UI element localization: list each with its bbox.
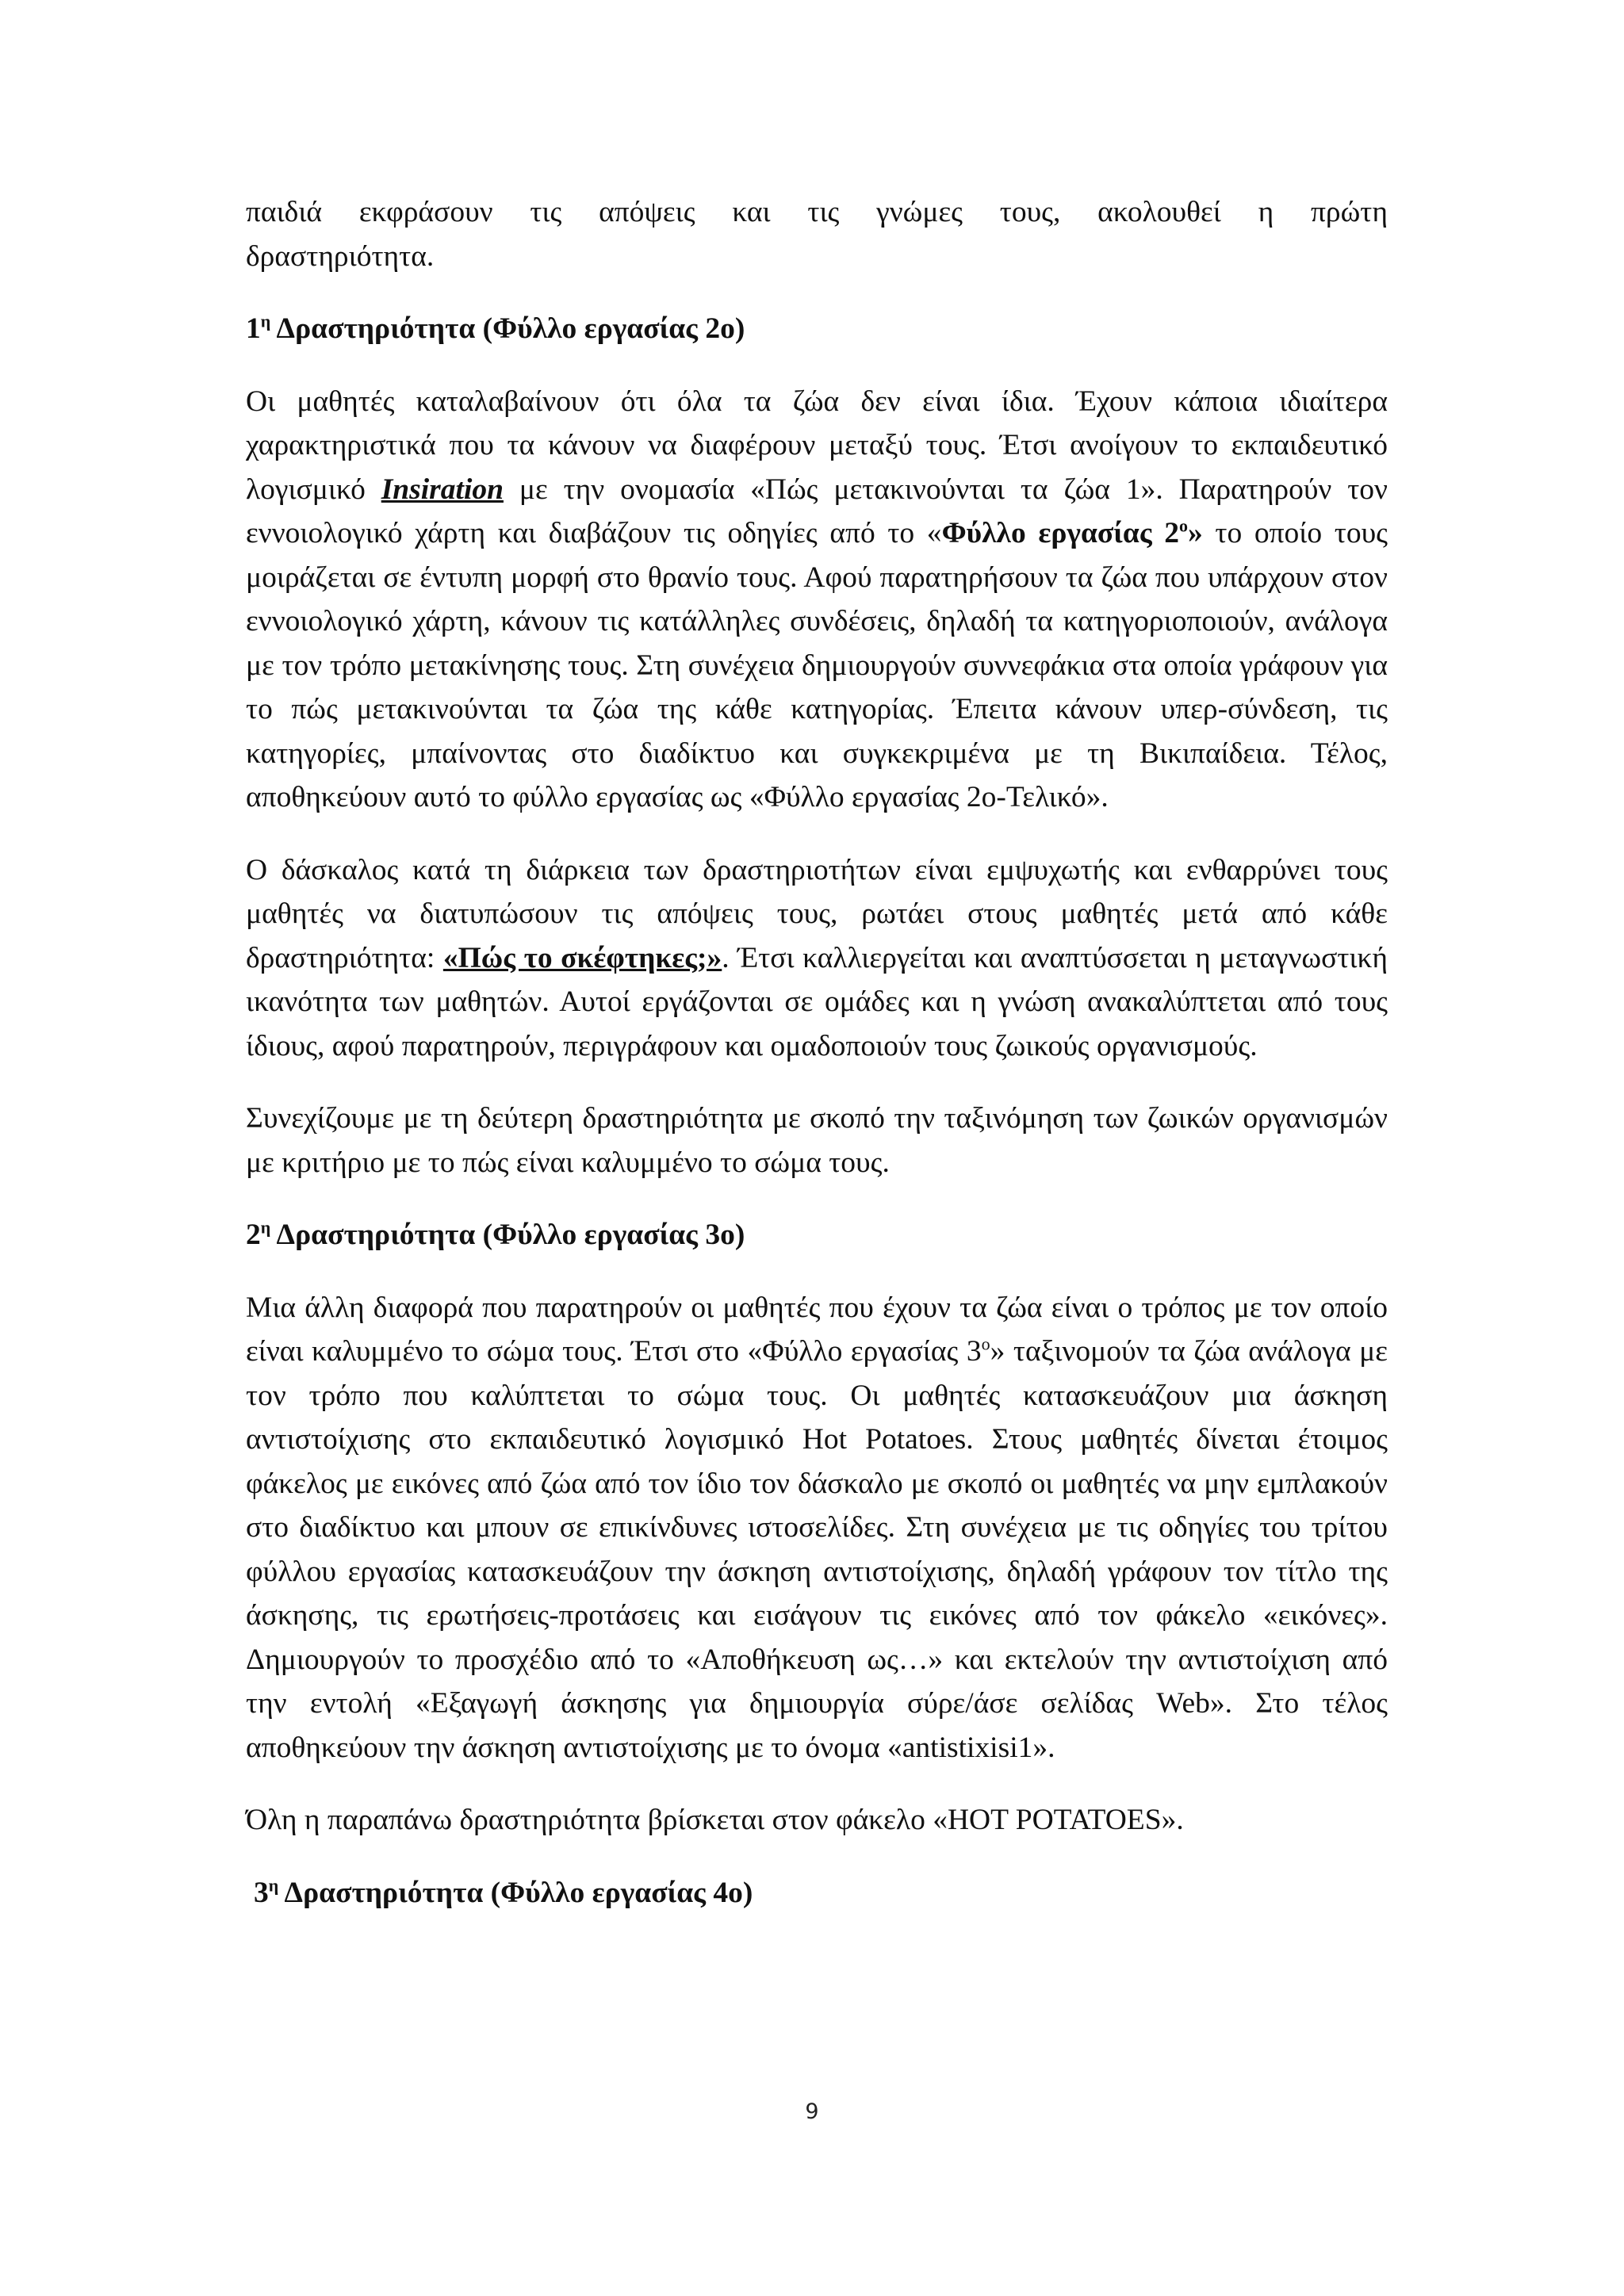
paragraph-intro-line-1: παιδιά εκφράσουν τις απόψεις και τις γνώμες τους, ακολουθεί η πρώτη — [246, 196, 1388, 228]
paragraph-activity-2-text-b: » ταξινομούν τα ζώα ανάλογα με τον τρόπο που καλύπτεται το σώμα τους. Οι μαθητές κατασκευάζουν μια άσκηση αντιστοίχισης στο εκπαιδευτικό λογισμικό Hot Potatoes. Στους μαθητές δίνεται έτοιμος φάκελος με εικόνες από ζώα από τον ίδιο τον δάσκαλο με σκοπό οι μαθητές να μην εμπλακούν στο διαδίκτυο και μπουν σε επικίνδυνες ιστοσελίδες. Στη συνέχεια με τις οδηγίες του τρίτου φύλλου εργασίας κατασκευάζουν την άσκηση αντιστοίχισης, δηλαδή γράφουν τον τίτλο της άσκησης, τις ερωτήσεις-προτάσεις και εισάγουν τις εικόνες από τον φάκελο «εικόνες». Δημιουργούν το προσχέδιο από το «Αποθήκευση ως…» και εκτελούν την αντιστοίχιση από την εντολή «Εξαγωγή άσκησης για δημιουργία σύρε/άσε σελίδας Web». Στο τέλος αποθηκεύουν την άσκηση αντιστοίχισης με το όνομα «antistixisi1». — [246, 1335, 1388, 1764]
paragraph-intro-end — [246, 235, 1388, 279]
heading-activity-3-superscript: η — [268, 1875, 279, 1895]
paragraph-continue-text: Συνεχίζουμε με τη δεύτερη δραστηριότητα με σκοπό την ταξινόμηση των ζωικών οργανισμών με κριτήριο με το πώς είναι καλυμμένο το σώμα τους. — [246, 1102, 1388, 1179]
worksheet-2-label: Φύλλο εργασίας 2 — [941, 517, 1180, 549]
heading-activity-2-text: Δραστηριότητα (Φύλλο εργασίας 3ο) — [270, 1219, 745, 1251]
worksheet-2-close-quote: » — [1188, 517, 1203, 549]
heading-activity-3-text: Δραστηριότητα (Φύλλο εργασίας 4ο) — [278, 1876, 753, 1909]
paragraph-intro-line-2: δραστηριότητα. — [246, 239, 435, 273]
heading-activity-2-superscript: η — [260, 1217, 271, 1238]
software-name-inspiration: Insiration — [381, 473, 504, 506]
heading-activity-3-number: 3 — [254, 1876, 269, 1909]
question-how-did-you-think: «Πώς το σκέφτηκες;» — [442, 941, 722, 974]
heading-activity-1 — [246, 307, 1388, 351]
worksheet-3-superscript: ο — [981, 1334, 990, 1354]
page-number: 9 — [805, 2099, 819, 2124]
paragraph-teacher-role-text-a: Ο δάσκαλος κατά τη διάρκεια των δραστηριοτήτων είναι εμψυχωτής και ενθαρρύνει τους μαθητές να διατυπώσουν τις απόψεις τους, ρωτάει στους μαθητές μετά από κάθε δραστηριότητα: — [246, 853, 1388, 974]
paragraph-intro — [246, 190, 1388, 235]
heading-activity-2 — [246, 1213, 1388, 1257]
worksheet-2-reference — [942, 517, 1203, 549]
paragraph-continue-second-activity — [246, 1096, 1388, 1184]
paragraph-activity-1 — [246, 380, 1388, 820]
heading-activity-2-number: 2 — [246, 1219, 261, 1251]
paragraph-activity-2 — [246, 1286, 1388, 1770]
worksheet-2-superscript: ο — [1179, 515, 1189, 536]
paragraph-activity-2-text-a: Μια άλλη διαφορά που παρατηρούν οι μαθητές που έχουν τα ζώα είναι ο τρόπος με τον οποίο είναι καλυμμένο το σώμα τους. Έτσι στο «Φύλλο εργασίας 3 — [246, 1291, 1388, 1368]
paragraph-hot-potatoes-text: Όλη η παραπάνω δραστηριότητα βρίσκεται στον φάκελο «HOT POTATOES». — [246, 1804, 1184, 1836]
heading-activity-1-superscript: η — [260, 311, 271, 331]
heading-activity-3 — [246, 1871, 1388, 1915]
paragraph-activity-1-text-c: το οποίο τους μοιράζεται σε έντυπη μορφή στο θρανίο τους. Αφού παρατηρήσουν τα ζώα που υπάρχουν στον εννοιολογικό χάρτη, κάνουν τις κατάλληλες συνδέσεις, δηλαδή τα κατηγοριοποιούν, ανάλογα με τον τρόπο μετακίνησης τους. Στη συνέχεια δημιουργούν συννεφάκια στα οποία γράφουν για το πώς μετακινούνται τα ζώα της κάθε κατηγορίας. Έπειτα κάνουν υπερ-σύνδεση, τις κατηγορίες, μπαίνοντας στο διαδίκτυο και συγκεκριμένα με τη Βικιπαίδεια. Τέλος, αποθηκεύουν αυτό το φύλλο εργασίας ως «Φύλλο εργασίας 2ο-Τελικό». — [246, 517, 1388, 813]
paragraph-teacher-role-text-b: . Έτσι καλλιεργείται και αναπτύσσεται η μεταγνωστική ικανότητα των μαθητών. Αυτοί εργάζονται σε ομάδες και η γνώση ανακαλύπτεται από τους ίδιους, αφού παρατηρούν, περιγράφουν και ομαδοποιούν τους ζωικούς οργανισμούς. — [246, 941, 1388, 1062]
paragraph-activity-1-text-a: Οι μαθητές καταλαβαίνουν ότι όλα τα ζώα δεν είναι ίδια. Έχουν κάποια ιδιαίτερα χαρακτηριστικά που τα κάνουν να διαφέρουν μεταξύ τους. Έτσι ανοίγουν το εκπαιδευτικό λογισμικό — [246, 385, 1388, 506]
paragraph-hot-potatoes-folder — [246, 1798, 1388, 1843]
document-page — [246, 190, 1388, 1915]
heading-activity-1-number: 1 — [246, 312, 261, 345]
paragraph-activity-1-text-b: με την ονομασία «Πώς μετακινούνται τα ζώα 1». Παρατηρούν τον εννοιολογικό χάρτη και διαβάζουν τις οδηγίες από το « — [246, 473, 1388, 549]
paragraph-teacher-role — [246, 848, 1388, 1069]
heading-activity-1-text: Δραστηριότητα (Φύλλο εργασίας 2ο) — [270, 312, 745, 345]
